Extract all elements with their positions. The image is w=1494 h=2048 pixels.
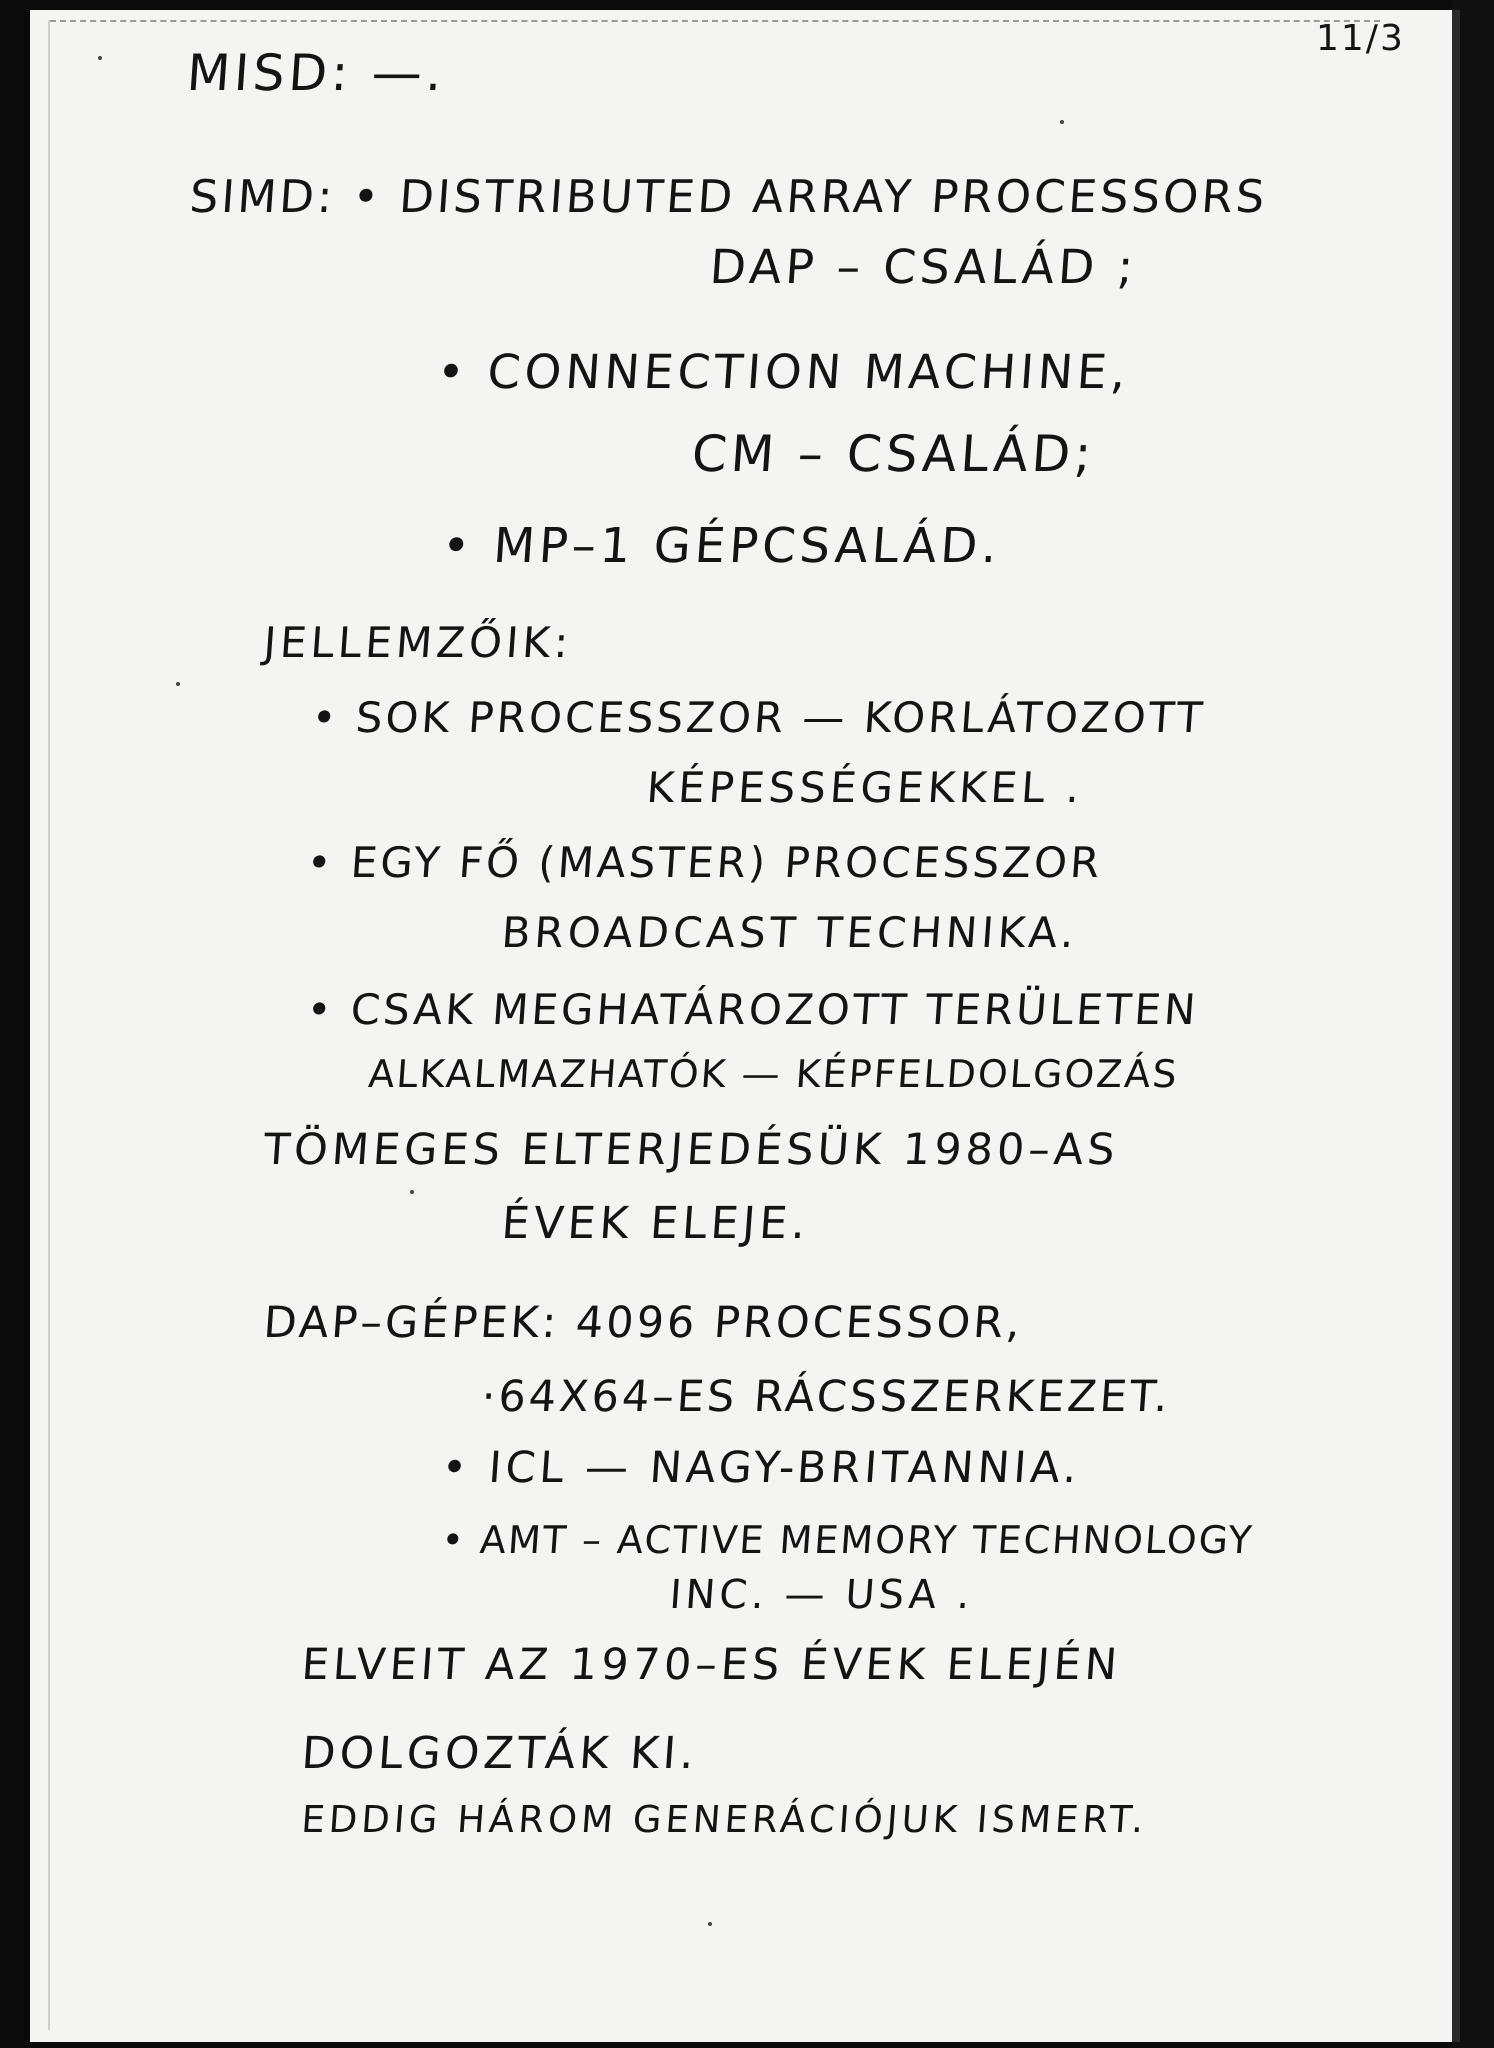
line-racsszerkezet: ·64X64–ES RÁCSSZERKEZET. — [480, 1372, 1173, 1422]
line-kepessegekkel: KÉPESSÉGEKKEL . — [645, 763, 1086, 812]
scan-speck — [708, 1922, 712, 1926]
scan-speck — [1060, 120, 1064, 124]
left-edge-line — [48, 20, 50, 2030]
line-misd: MISD: —. — [185, 44, 448, 102]
line-mp1: • MP–1 GÉPCSALÁD. — [440, 518, 1003, 574]
line-eddig: EDDIG HÁROM GENERÁCIÓJUK ISMERT. — [300, 1798, 1149, 1841]
scan-speck — [176, 682, 180, 686]
line-cm-csalad: CM – CSALÁD; — [690, 425, 1098, 483]
line-inc-usa: INC. — USA . — [668, 1572, 976, 1618]
top-edge-line — [50, 20, 1380, 22]
line-egy-fo: • EGY FŐ (MASTER) PROCESSZOR — [305, 838, 1105, 887]
line-broadcast: BROADCAST TECHNIKA. — [500, 908, 1080, 957]
scan-speck — [410, 1190, 414, 1194]
line-dolgoztak: DOLGOZTÁK KI. — [300, 1728, 700, 1779]
line-simd: SIMD: • DISTRIBUTED ARRAY PROCESSORS — [188, 170, 1270, 223]
line-amt: • AMT – ACTIVE MEMORY TECHNOLOGY — [440, 1518, 1255, 1562]
page-number: 11/3 — [1316, 18, 1405, 59]
line-csak: • CSAK MEGHATÁROZOTT TERÜLETEN — [305, 985, 1201, 1034]
line-tomeges: TÖMEGES ELTERJEDÉSÜK 1980–AS — [262, 1125, 1121, 1175]
scan-speck — [98, 56, 102, 60]
line-dap-gepek: DAP–GÉPEK: 4096 PROCESSOR, — [262, 1298, 1025, 1348]
line-connection-machine: • CONNECTION MACHINE, — [435, 345, 1132, 400]
line-jellemzoik: JELLEMZŐIK: — [262, 618, 574, 667]
line-sok-processzor: • SOK PROCESSZOR — KORLÁTOZOTT — [310, 693, 1208, 742]
line-elveit: ELVEIT AZ 1970–ES ÉVEK ELEJÉN — [300, 1640, 1123, 1690]
line-dap-csalad: DAP – CSALÁD ; — [708, 240, 1140, 295]
line-icl: • ICL — NAGY-BRITANNIA. — [440, 1443, 1083, 1493]
scan-border-right — [1452, 0, 1494, 2048]
line-alkalmazhatok: ALKALMAZHATÓK — KÉPFELDOLGOZÁS — [367, 1052, 1181, 1096]
line-evek-eleje: ÉVEK ELEJE. — [500, 1198, 811, 1249]
